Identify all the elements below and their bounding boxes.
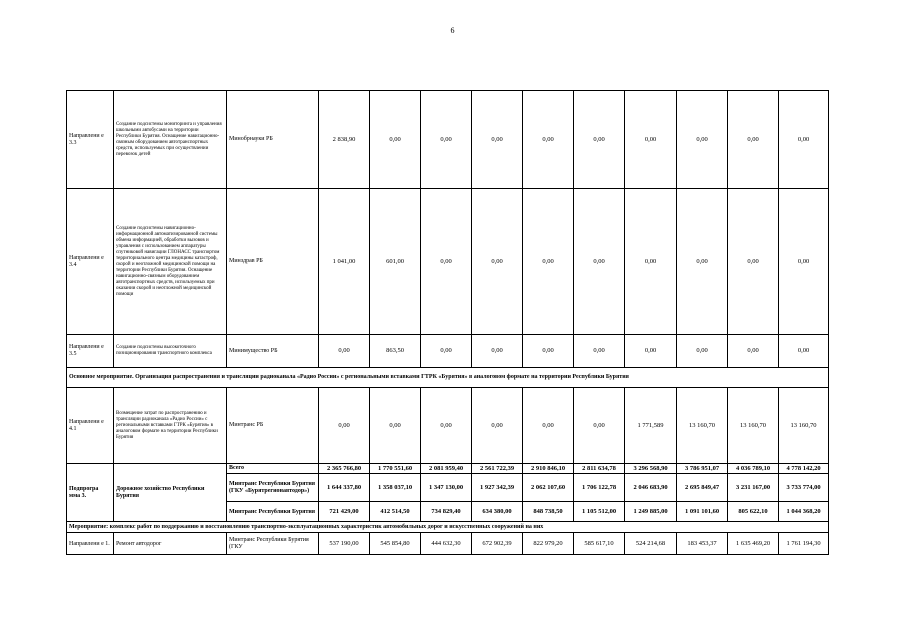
value-cell: 1 706 122,78	[574, 474, 625, 502]
value-cell: 0,00	[677, 91, 728, 189]
value-cell: 1 761 194,30	[779, 533, 829, 555]
subprogram-name-cell: Дорожное хозяйство Республики Бурятия	[114, 464, 227, 522]
executor-cell: Минобрнауки РБ	[227, 91, 319, 189]
value-cell: 1 358 037,10	[370, 474, 421, 502]
value-cell: 1 044 368,20	[779, 502, 829, 522]
value-cell: 0,00	[625, 335, 677, 368]
value-cell: 412 514,50	[370, 502, 421, 522]
value-cell: 585 617,10	[574, 533, 625, 555]
value-cell: 0,00	[574, 189, 625, 335]
section-heading: Основное мероприятие. Организация распространения и трансляции радиоканала «Радио России» с региональными вставками ГТРК «Бурятия» в аналоговом формате на территории Республики Бурятия	[67, 368, 829, 388]
executor-cell: Минздрав РБ	[227, 189, 319, 335]
value-cell: 444 632,30	[421, 533, 472, 555]
value-cell: 0,00	[728, 335, 779, 368]
direction-cell: Направлени е 3.4	[67, 189, 114, 335]
value-cell: 524 214,68	[625, 533, 677, 555]
value-cell: 4 778 142,20	[779, 464, 829, 474]
executor-cell: Минтранс Республики Бурятия	[227, 502, 319, 522]
subprogram-cell: Подпрогра мма 3.	[67, 464, 114, 522]
value-cell: 0,00	[625, 189, 677, 335]
value-cell: 0,00	[472, 388, 523, 464]
section-header-row	[67, 522, 829, 533]
value-cell: 0,00	[421, 91, 472, 189]
value-cell: 1 770 551,60	[370, 464, 421, 474]
value-cell: 3 733 774,00	[779, 474, 829, 502]
value-cell: 2 062 107,60	[523, 474, 574, 502]
value-cell: 0,00	[677, 189, 728, 335]
page-number: 6	[450, 26, 455, 35]
value-cell: 1 771,589	[625, 388, 677, 464]
value-cell: 1 927 342,39	[472, 474, 523, 502]
value-cell: 634 380,00	[472, 502, 523, 522]
value-cell: 2 811 634,78	[574, 464, 625, 474]
value-cell: 537 190,00	[319, 533, 370, 555]
executor-cell: Всего	[227, 464, 319, 474]
direction-cell: Направлени е 3.3	[67, 91, 114, 189]
name-cell: Ремонт автодорог	[114, 533, 227, 555]
value-cell: 0,00	[625, 91, 677, 189]
value-cell: 0,00	[472, 335, 523, 368]
value-cell: 1 105 512,00	[574, 502, 625, 522]
direction-cell: Направлени е 4.1	[67, 388, 114, 464]
value-cell: 13 160,70	[728, 388, 779, 464]
value-cell: 0,00	[472, 189, 523, 335]
value-cell: 0,00	[779, 189, 829, 335]
direction-cell: Направлени е 3.5	[67, 335, 114, 368]
executor-cell: Минтранс РБ	[227, 388, 319, 464]
value-cell: 0,00	[421, 388, 472, 464]
value-cell: 2 046 683,90	[625, 474, 677, 502]
value-cell: 0,00	[523, 335, 574, 368]
value-cell: 1 644 337,80	[319, 474, 370, 502]
value-cell: 0,00	[421, 189, 472, 335]
executor-cell: Минтранс Республики Бурятия (ГКУ	[227, 533, 319, 555]
value-cell: 13 160,70	[779, 388, 829, 464]
value-cell: 0,00	[779, 91, 829, 189]
name-cell: Создание подсистемы мониторинга и управления школьными автобусами на территории Республики Бурятия. Оснащение навигационно-связным оборудованием автотранспортных средств, используемых при осуществлении перевозок детей	[114, 91, 227, 189]
section-header-row	[67, 368, 829, 388]
table-row-1	[67, 533, 829, 555]
value-cell: 0,00	[574, 388, 625, 464]
executor-cell: Минтранс Республики Бурятия (ГКУ «Бурятрегионавтодор»)	[227, 474, 319, 502]
value-cell: 0,00	[574, 335, 625, 368]
value-cell: 1 249 885,00	[625, 502, 677, 522]
table-row-3-4	[67, 189, 829, 335]
value-cell: 822 979,20	[523, 533, 574, 555]
value-cell: 848 738,50	[523, 502, 574, 522]
value-cell: 4 036 789,10	[728, 464, 779, 474]
value-cell: 0,00	[728, 189, 779, 335]
value-cell: 1 347 130,00	[421, 474, 472, 502]
name-cell: Создание подсистемы высокоточного позиционирования транспортного комплекса	[114, 335, 227, 368]
value-cell: 0,00	[370, 388, 421, 464]
value-cell: 545 854,80	[370, 533, 421, 555]
value-cell: 0,00	[319, 335, 370, 368]
value-cell: 1 091 101,60	[677, 502, 728, 522]
value-cell: 2 081 959,40	[421, 464, 472, 474]
value-cell: 672 902,39	[472, 533, 523, 555]
value-cell: 3 786 951,07	[677, 464, 728, 474]
name-cell: Создание подсистемы навигационно-информационной автоматизированной системы обмена информацией, обработки вызовов и управления с использованием аппаратуры спутниковой навигации ГЛОНАСС транспортом территориального центра медицины катастроф, скорой и неотложной медицинской помощи на территории Республики Бурятия. Оснащение навигационно-связным оборудованием автотранспортных средств, используемых при оказании скорой и неотложной медицинской помощи	[114, 189, 227, 335]
value-cell: 0,00	[370, 91, 421, 189]
value-cell: 2 365 766,80	[319, 464, 370, 474]
value-cell: 734 829,40	[421, 502, 472, 522]
value-cell: 2 838,90	[319, 91, 370, 189]
value-cell: 2 695 849,47	[677, 474, 728, 502]
executor-cell: Минимущество РБ	[227, 335, 319, 368]
budget-table	[66, 90, 829, 555]
value-cell: 0,00	[421, 335, 472, 368]
value-cell: 183 453,37	[677, 533, 728, 555]
value-cell: 0,00	[728, 91, 779, 189]
subprogram-total-row	[67, 464, 829, 474]
value-cell: 0,00	[523, 189, 574, 335]
table-row-3-3	[67, 91, 829, 189]
value-cell: 0,00	[523, 388, 574, 464]
value-cell: 3 231 167,00	[728, 474, 779, 502]
value-cell: 805 622,10	[728, 502, 779, 522]
name-cell: Возмещение затрат по распространению и трансляции радиоканала «Радио России» с региональными вставками ГТРК «Бурятия» в аналоговом формате на территории Республики Бурятия	[114, 388, 227, 464]
value-cell: 721 429,00	[319, 502, 370, 522]
value-cell: 2 561 722,39	[472, 464, 523, 474]
value-cell: 13 160,70	[677, 388, 728, 464]
value-cell: 0,00	[319, 388, 370, 464]
value-cell: 0,00	[523, 91, 574, 189]
value-cell: 0,00	[779, 335, 829, 368]
value-cell: 0,00	[574, 91, 625, 189]
table-row-3-5	[67, 335, 829, 368]
value-cell: 601,00	[370, 189, 421, 335]
section-heading: Мероприятие: комплекс работ по поддержанию и восстановлению транспортно-эксплуатационных характеристик автомобильных дорог и искусственных сооружений на них	[67, 522, 829, 533]
value-cell: 0,00	[472, 91, 523, 189]
direction-cell: Направлени е 1.	[67, 533, 114, 555]
value-cell: 863,50	[370, 335, 421, 368]
value-cell: 1 635 469,20	[728, 533, 779, 555]
value-cell: 0,00	[677, 335, 728, 368]
table-row-4-1	[67, 388, 829, 464]
value-cell: 3 296 568,90	[625, 464, 677, 474]
value-cell: 2 910 846,10	[523, 464, 574, 474]
value-cell: 1 041,00	[319, 189, 370, 335]
